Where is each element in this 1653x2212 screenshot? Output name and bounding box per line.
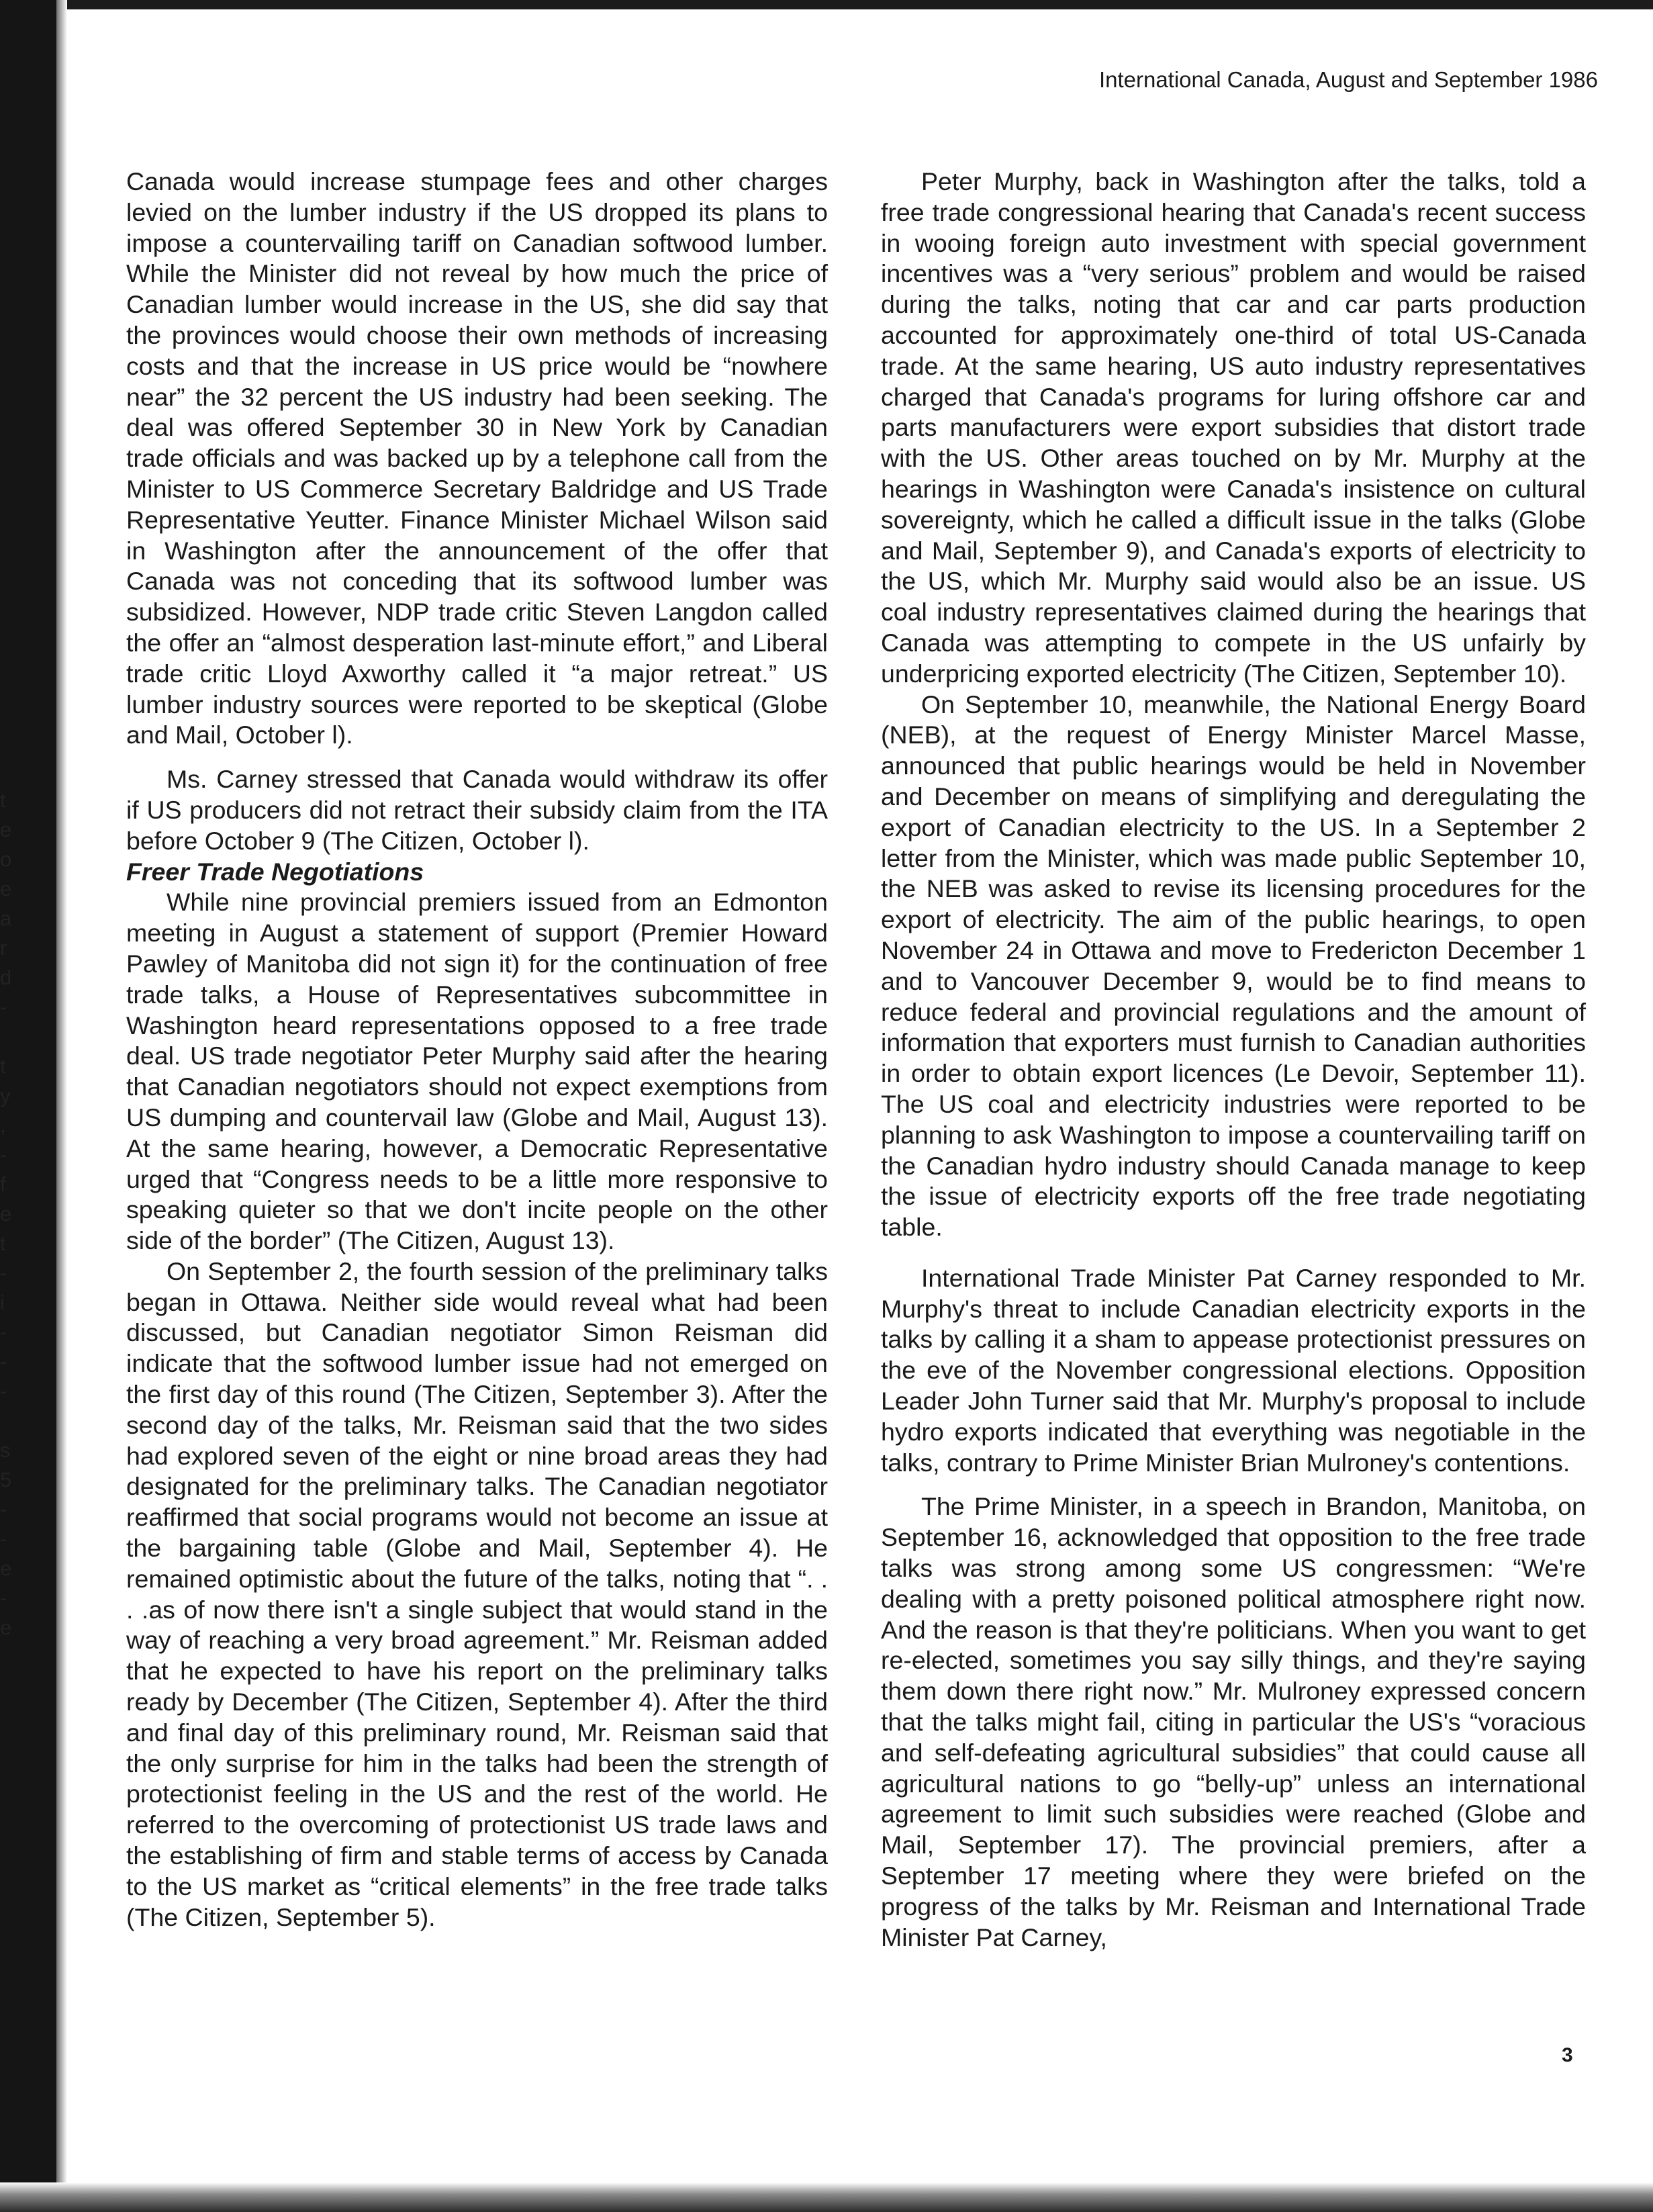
margin-bleed-char: - bbox=[0, 995, 7, 1019]
page-number: 3 bbox=[1562, 2044, 1573, 2066]
paragraph: The Prime Minister, in a speech in Brandon, Manitoba, on September 16, acknowledged that opposition to the free trade talks was strong among some US congressmen: “We're dealing with a pretty poisoned political atmosphere right now. And the reason is that they're politicians. When you want to get re-elected, sometimes you say silly things, and they're saying them down there right now.” Mr. Mulroney expressed concern that the talks might fail, citing in particular the US's “voracious and self-defeating agricultural subsidies” that could cause all agricultural nations to go “belly-up” unless an international agreement to limit such subsidies were reached (Globe and Mail, September 17). The provincial premiers, after a September 17 meeting where they were briefed on the progress of the talks by Mr. Reisman and International Trade Minister Pat Carney, bbox=[881, 1492, 1586, 1951]
left-column bbox=[126, 167, 828, 1933]
margin-bleed-char: e bbox=[0, 877, 12, 901]
margin-bleed-char bbox=[0, 1406, 20, 1436]
margin-bleed-char: e bbox=[0, 1202, 12, 1226]
margin-bleed-char: t bbox=[0, 1232, 6, 1255]
running-header: International Canada, August and September 1986 bbox=[1098, 67, 1598, 92]
margin-bleed-char: - bbox=[0, 1497, 7, 1521]
paragraph: On September 2, the fourth session of the preliminary talks began in Ottawa. Neither side would reveal what had been discussed, but Canadian negotiator Simon Reisman did indicate that the softwood lumber issue had not emerged on the first day of this round (The Citizen, September 3). After the second day of the talks, Mr. Reisman said that the two sides had explored seven of the eight or nine broad areas they had designated for the preliminary talks. The Canadian negotiator reaffirmed that social programs would not become an issue at the bargaining table (Globe and Mail, September 4). He remained optimistic about the future of the talks, noting that “. . . .as of now there isn't a single subject that would stand in the way of reaching a very broad agreement.” Mr. Reisman added that he expected to have his report on the preliminary talks ready by December (The Citizen, September 4). After the third and final day of this preliminary round, Mr. Reisman said that the only surprise for him in the talks had been the strength of protectionist feeling in the US and the rest of the world. He referred to the overcoming of protectionist US trade laws and the establishing of firm and stable terms of access by Canada to the US market as “critical elements” in the free trade talks (The Citizen, September 5). bbox=[126, 1256, 828, 1931]
margin-bleed-char: , bbox=[0, 1113, 6, 1137]
margin-bleed-char: - bbox=[0, 1527, 7, 1551]
margin-bleed-char: f bbox=[0, 1172, 6, 1196]
margin-bleed-char: y bbox=[0, 1084, 11, 1107]
scan-bottom-edge bbox=[0, 2182, 1653, 2212]
margin-bleed-char: t bbox=[0, 1054, 6, 1078]
paragraph: On September 10, meanwhile, the National Energy Board (NEB), at the request of Energy Minister Marcel Masse, announced that public hearings would be held in November and December on means of simplifying and deregulating the export of Canadian electricity to the US. In a September 2 letter from the Minister, which was made public September 10, the NEB was asked to revise its licensing procedures for the export of electricity. The aim of the public hearings, to open November 24 in Ottawa and move to Fredericton December 1 and to Vancouver December 9, would be to find means to reduce federal and provincial regulations and the amount of information that exporters must furnish to Canadian authorities in order to obtain export licences (Le Devoir, September 11). The US coal and electricity industries were reported to be planning to ask Washington to impose a countervailing tariff on the Canadian hydro industry should Canada manage to keep the issue of electricity exports off the free trade negotiating table. bbox=[881, 690, 1586, 1242]
margin-bleed-char: - bbox=[0, 1143, 7, 1166]
margin-bleed-char: - bbox=[0, 1350, 7, 1373]
margin-bleed-char: e bbox=[0, 1557, 12, 1580]
margin-bleed-char: o bbox=[0, 847, 12, 871]
paragraph: Peter Murphy, back in Washington after the talks, told a free trade congressional hearing that Canada's recent success in wooing foreign auto investment with special government incentives was a “very serious” problem and would be raised during the talks, noting that car and car parts production accounted for approximately one-third of total US-Canada trade. At the same hearing, US auto industry representatives charged that Canada's programs for luring offshore car and parts manufacturers were export subsidies that distort trade with the US. Other areas touched on by Mr. Murphy at the hearings in Washington were Canada's insistence on cultural sovereignty, which he called a difficult issue in the talks (Globe and Mail, September 9), and Canada's exports of electricity to the US, which Mr. Murphy said would also be an issue. US coal industry representatives claimed during the hearings that Canada was attempting to compete in the US unfairly by underpricing exported electricity (The Citizen, September 10). bbox=[881, 167, 1586, 688]
margin-bleed-char: i bbox=[0, 1291, 5, 1314]
paragraph: While nine provincial premiers issued from an Edmonton meeting in August a statement of support (Premier Howard Pawley of Manitoba did not sign it) for the continuation of free trade talks, a House of Representatives subcommittee in Washington heard representations opposed to a free trade deal. US trade negotiator Peter Murphy said after the hearing that Canadian negotiators should not expect exemptions from US dumping and countervail law (Globe and Mail, August 13). At the same hearing, however, a Democratic Representative urged that “Congress needs to be a little more responsive to speaking quieter so that we don't incite people on the other side of the border” (The Citizen, August 13). bbox=[126, 888, 828, 1255]
margin-bleed-char: - bbox=[0, 1379, 7, 1403]
scan-top-edge bbox=[0, 0, 1653, 9]
paragraph: Ms. Carney stressed that Canada would withdraw its offer if US producers did not retract their subsidy claim from the ITA before October 9 (The Citizen, October l). bbox=[126, 765, 828, 855]
margin-bleed-char: - bbox=[0, 1586, 7, 1610]
margin-bleed-text bbox=[0, 786, 20, 1643]
margin-bleed-char: e bbox=[0, 818, 12, 841]
paragraph: International Trade Minister Pat Carney responded to Mr. Murphy's threat to include Canadian electricity exports in the talks by calling it a sham to appease protectionist pressures on the eve of the November congressional elections. Opposition Leader John Turner said that Mr. Murphy's proposal to include hydro exports indicated that everything was negotiable in the talks, contrary to Prime Minister Brian Mulroney's contentions. bbox=[881, 1263, 1586, 1477]
margin-bleed-char: a bbox=[0, 907, 12, 930]
paragraph: Canada would increase stumpage fees and other charges levied on the lumber industry if the US dropped its plans to impose a countervailing tariff on Canadian softwood lumber. While the Minister did not reveal by how much the price of Canadian lumber would increase in the US, she did say that the provinces would choose their own methods of increasing costs and that the increase in US price would be “nowhere near” the 32 percent the US industry had been seeking. The deal was offered September 30 in New York by Canadian trade officials and was backed up by a telephone call from the Minister to US Commerce Secretary Baldridge and US Trade Representative Yeutter. Finance Minister Michael Wilson said in Washington after the announcement of the offer that Canada was not conceding that its softwood lumber was subsidized. However, NDP trade critic Steven Langdon called the offer an “almost desperation last-minute effort,” and Liberal trade critic Lloyd Axworthy called it “a major retreat.” US lumber industry sources were reported to be skeptical (Globe and Mail, October l). bbox=[126, 167, 828, 749]
right-column bbox=[881, 167, 1586, 1953]
margin-bleed-char: e bbox=[0, 1616, 12, 1639]
margin-bleed-char: r bbox=[0, 936, 7, 960]
margin-bleed-char: 5 bbox=[0, 1468, 12, 1491]
margin-bleed-char: d bbox=[0, 966, 12, 989]
margin-bleed-char: - bbox=[0, 1261, 7, 1285]
margin-bleed-char bbox=[0, 1022, 20, 1052]
margin-bleed-char: - bbox=[0, 1320, 7, 1344]
margin-bleed-char: t bbox=[0, 788, 6, 812]
section-heading: Freer Trade Negotiations bbox=[126, 857, 424, 886]
margin-bleed-char: s bbox=[0, 1438, 11, 1462]
